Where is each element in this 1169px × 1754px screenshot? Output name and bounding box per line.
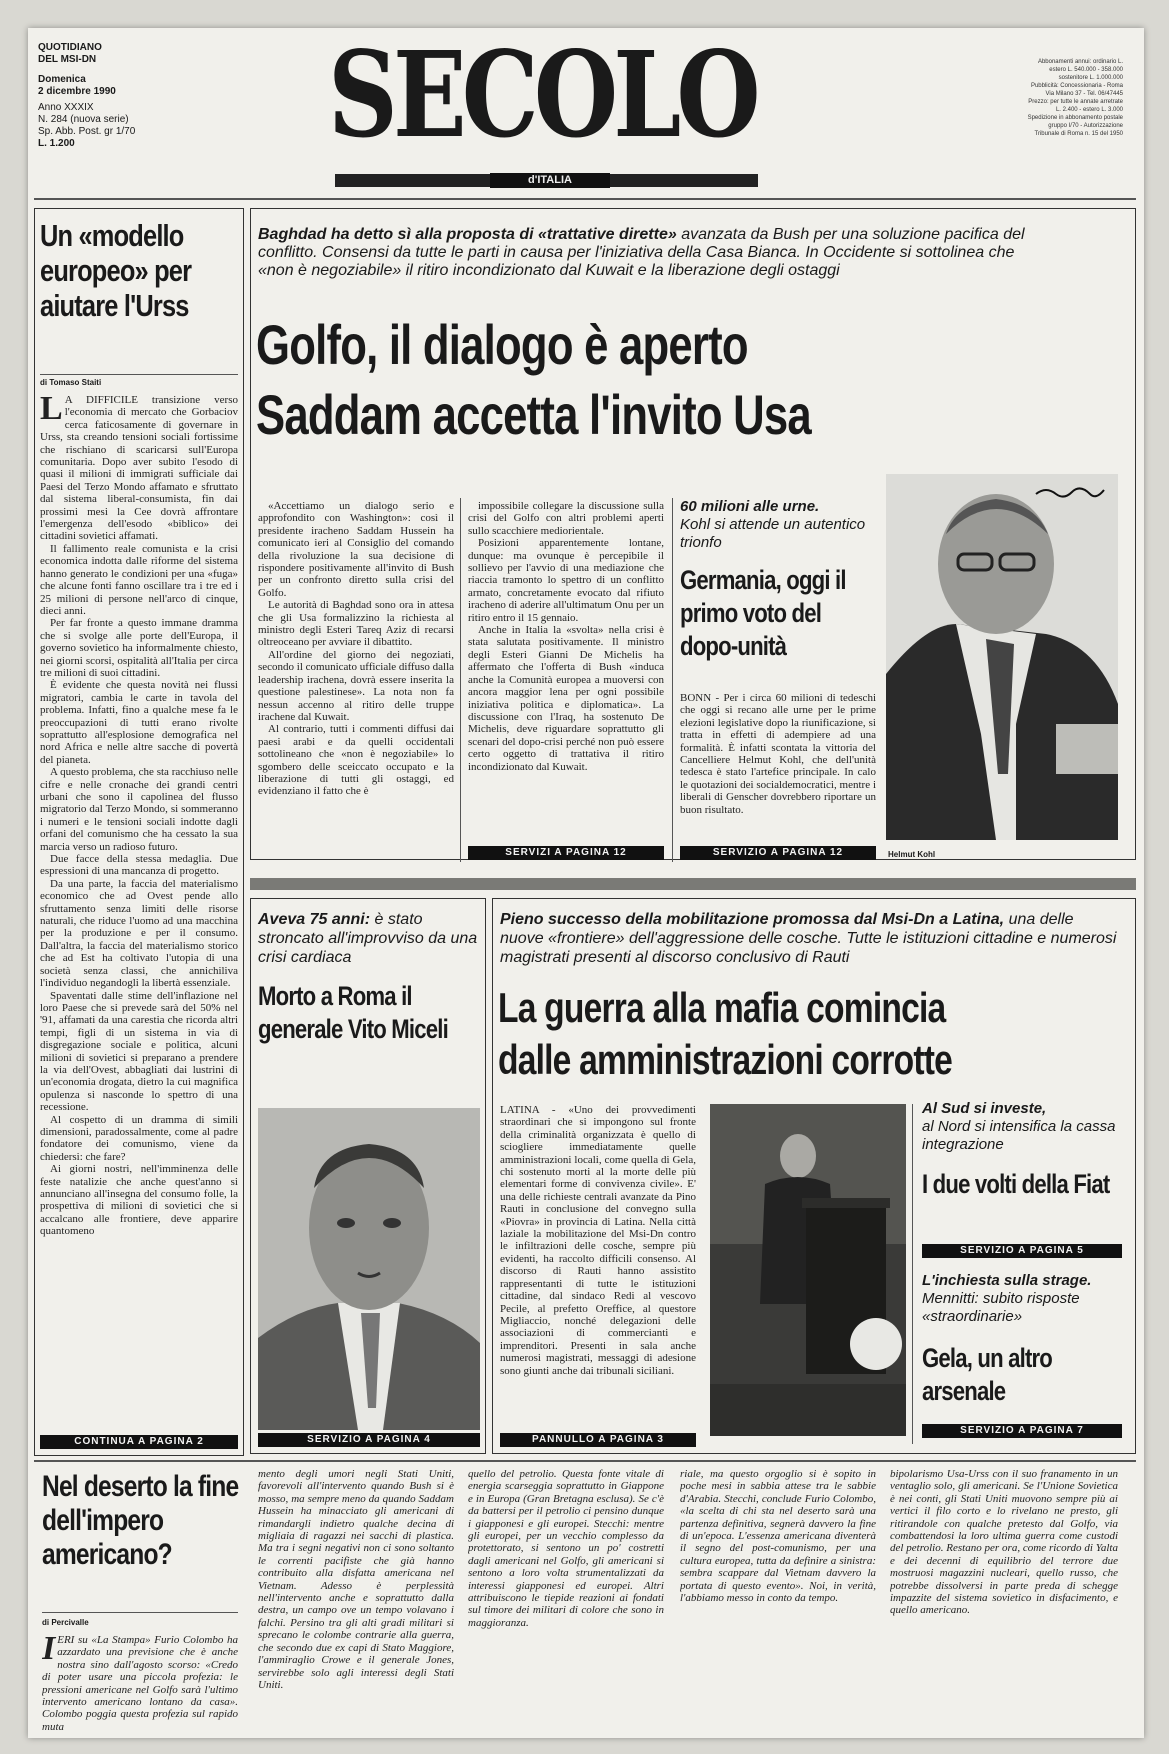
masthead-divider — [34, 198, 1136, 200]
date: 2 dicembre 1990 — [38, 86, 116, 97]
fiat-headline: I due volti della Fiat — [922, 1169, 1110, 1199]
publication-type-1: QUOTIDIANO — [38, 42, 102, 53]
germany-body: BONN - Per i circa 60 milioni di tedeschi che oggi si recano alle urne per le prime elezioni legislative dopo la riunificazione, si tratta in effetti di adempiere ad una formalità. È infatti scontata la vittoria del Cancelliere Helmut Kohl, che dell'unità tedesca è stato l'artefice principale. In calo le quotazioni dei socialdemocratici, mentre i liberali di Genscher dovrebbero riportare un buon risultato. — [680, 692, 876, 816]
germany-services-bar: SERVIZIO A PAGINA 12 — [680, 846, 876, 860]
fiat-services-bar: SERVIZIO A PAGINA 5 — [922, 1244, 1122, 1258]
miceli-headline: Morto a Roma il generale Vito Miceli — [258, 981, 448, 1044]
miceli-services-bar: SERVIZIO A PAGINA 4 — [258, 1433, 480, 1447]
top-kicker: Baghdad ha detto sì alla proposta di «trattative dirette» avanzata da Bush per una soluzione pacifica del conflitto. Consensi da tutte le parti in causa per l'iniziativa della Casa Bianca. In Occidente si sottolinea che «non è negoziabile» il ritiro incondizionato dal Kuwait e la liberazione degli ostaggi — [258, 226, 1025, 279]
mafia-services-bar: PANNULLO A PAGINA 3 — [500, 1433, 696, 1447]
gela-services-bar: SERVIZIO A PAGINA 7 — [922, 1424, 1122, 1438]
masthead-left-info — [38, 42, 158, 150]
price: L. 1.200 — [38, 138, 75, 149]
kohl-photo — [886, 474, 1118, 840]
bottom-byline: di Percivalle — [42, 1618, 89, 1627]
newspaper-page — [28, 28, 1144, 1738]
gela-kicker: L'inchiesta sulla strage. Mennitti: subito risposte «straordinarie» — [922, 1272, 1092, 1325]
bottom-col-3: riale, ma questo orgoglio si è sopito in poche mesi in sabbia attese tra le sabbie d'Arabia. Stecchi, conclude Furio Colombo, «la scelta di chi sta nel deserto sarà una partenza definitiva, segnerà davvero la fine di un'epoca. L'essenza americana diventerà il segno del post-comunismo, per una cultura europea, tutta da definire a sinistra: sembra scappare dal Vietnam davvero la portata di questo evento». Noi, in verità, l'abbiamo messo in conto da tempo. — [680, 1468, 876, 1605]
issue-number: N. 284 (nuova serie) — [38, 114, 129, 125]
bottom-col-4: bipolarismo Usa-Urss con il suo franamento in un ventaglio solo, gli americani. Se l'Unione Sovietica è nei conti, gli Stati Uniti muovono sempre più ai vertici il filo corto e lo rivelano ne presto, gli ritirandole con qualche pretesto dal Golfo, via combattendosi la loro ultima guerra come custodi del petrolio. Restano per ora, come ricordo di Yalta e dei decenni di equilibrio del terrore due mostruosi magazzini nucleari, quello russo, che potrebbe dissolversi in parte preda di schegge impazzite del sistema sovietico in disfacimento, e quello americano. — [890, 1468, 1118, 1617]
left-byline: di Tomaso Staiti — [40, 378, 102, 387]
masthead-bar-right — [610, 174, 758, 187]
gela-headline: Gela, un altro arsenale — [922, 1343, 1053, 1406]
left-headline: Un «modello europeo» per aiutare l'Urss — [40, 218, 192, 323]
top-story-services-bar: SERVIZI A PAGINA 12 — [468, 846, 664, 860]
fiat-kicker: Al Sud si investe, al Nord si intensifica la cassa integrazione — [922, 1100, 1116, 1153]
section-band — [250, 878, 1136, 890]
top-story-col-2: impossibile collegare la discussione sulla crisi del Golfo con altri problemi aperti sullo scacchiere mediorientale. Posizioni apparentemente lontane, dunque: ma ovunque è percepibile il sollievo per l'avvio di una mediazione che riaccia tramonto lo spettro di un conflitto armato, concretamente evocato dal rifiuto iracheno di aderire all'ultimatum Onu per un ritiro entro il 15 gennaio. Anche in Italia la «svolta» nella crisi è stata salutata positivamente. Il ministro degli Esteri Gianni De Michelis ha affermato che l'offerta di Bush «induca anche la Comunità europea a muoversi con ancora maggior lena per ogni possibile iniziativa politica e diplomatica». La discussione con l'Iraq, ha sostenuto De Michelis, deve riguardare soprattutto gli scenari del dopo-crisi perché non può essere certo oggetto di trattativa il ritiro incondizionato dal Kuwait. — [468, 500, 664, 773]
bottom-col-2: quello del petrolio. Questa fonte vitale di energia scarseggia soprattutto in Giappone e in Europa (Gran Bretagna esclusa). Se c'è da battersi per il petrolio ci pensino dunque i giapponesi e gli europei. Stecchi: mentre gli europei, per un vecchio complesso da protettorato, si sentono un po' costretti dagli americani nel Golfo, gli americani si sentono a loro volta strumentalizzati da interessi giapponesi ed europei. Altri attribuiscono le tiepide reazioni ai fondati sul timore dei militari di colore che sono in maggioranza. — [468, 1468, 664, 1629]
top-headline-1: Golfo, il dialogo è aperto — [256, 313, 748, 376]
bottom-intro: I ERI su «La Stampa» Furio Colombo ha azzardato una previsione che è anche nostra sino dall'agosto scorso: «Credo di poter usare una piccola profezia: le pressioni americane nel Golfo sarà l'ultimo intervento americano lontano da casa». Colombo poggia questa profezia sul rapido muta — [42, 1634, 238, 1733]
germany-divider — [672, 498, 673, 862]
top-headline-2: Saddam accetta l'invito Usa — [256, 383, 811, 446]
subscription-info: Abbonamenti annui: ordinario L. estero L. 540.000 - 358.000 sostenitore L. 1.000.000 Pubblicità: Concessionaria - Roma Via Milano 37 - Tel. 06/47445 Prezzo: per tutte le annate arretrate L. 2.400 - estero L. 3.000 Spedizione in abbonamento postale gruppo I/70 - Autorizzazione Tribunale di Roma n. 15 del 1950 — [1027, 59, 1123, 137]
publication-type-2: DEL MSI-DN — [38, 54, 97, 65]
mafia-kicker: Pieno successo della mobilitazione promossa dal Msi-Dn a Latina, una delle nuove «frontiere» dell'aggressione delle cosche. Tutte le istituzioni cittadine e numerosi magistrati presenti al discorso conclusivo di Rauti — [500, 911, 1117, 966]
bottom-byline-rule — [42, 1612, 238, 1613]
left-dropcap: L — [40, 394, 63, 427]
weekday: Domenica — [38, 74, 86, 85]
miceli-portrait-image — [258, 1108, 480, 1430]
masthead-bar-left — [335, 174, 490, 187]
kohl-photo-caption: Helmut Kohl — [888, 850, 936, 859]
masthead-subtitle: d'ITALIA — [490, 173, 610, 188]
germany-kicker: 60 milioni alle urne. Kohl si attende un autentico trionfo — [680, 498, 866, 551]
bottom-headline: Nel deserto la fine dell'impero americano? — [42, 1470, 239, 1571]
fiat-divider — [912, 1104, 913, 1444]
postal-info: Sp. Abb. Post. gr 1/70 — [38, 126, 136, 137]
mafia-body: LATINA - «Uno dei provvedimenti straordinari che si impongono sul fronte della criminalità organizzata è quello di sciogliere immediatamente quelle amministrazioni locali, come quella di Gela, chi sostenuto morti al la morte delle più elementari forme di convivenza civile». E' una delle richieste centrali avanzate da Pino Rauti in conclusione del convegno sulla «Piovra» in provincia di Latina. Nella città laziale la mobilitazione del Msi-Dn contro le infiltrazioni delle cosche, sempre più evidenti, ha raccolto difficili consenso. Al discorso di Rauti hanno assistito rappresentanti di tutte le istituzioni cittadine, dal sindaco Redi al vescovo Pecile, al prefetto Oreffice, al questore Migliaccio, nonché delegazioni delle associazioni di commercianti e imprenditori. Presenti in sala anche numerosi magistrati, messaggi di adesione sono giunti anche dai tribunali siciliani. — [500, 1104, 696, 1377]
mafia-headline-1: La guerra alla mafia comincia — [498, 984, 946, 1031]
left-article-body: L A DIFFICILE transizione verso l'economia di mercato che Gorbaciov cerca faticosamente di governare in Urss, sta creando tensioni sociali fortissime che rischiano di scaricarsi sull'Europa comunitaria. Dopo aver subito l'esodo di quasi il milioni di immigrati sufficiale dai Paesi del Terzo Mondo affamato e sfruttato dal sistema liberal-consumista, fin dai prossimi mesi la Cee dovrà affrontare l'emergenza dell'esodo «biblico» dei cittadini sovietici affamati. Il fallimento reale comunista e la crisi economica indotta dalle riforme del sistema hanno generato le condizioni per una «fuga» che alcune fonti fanno oscillare tra i tre ed i 25 milioni di persone nell'arco di cinque, dieci anni. Per far fronte a questo immane dramma che si svolge alle porte dell'Europa, il governo sovietico ha informalmente chiesto, nei giorni scorsi, ospitalità all'Italia per circa tre milioni di suoi cittadini. È evidente che questa novità nei flussi migratori, cambia le carte in tavola del problema. Infatti, fino a qualche mese fa le preoccupazioni di tutti erano rivolte soprattutto all'esplosione demografica nel nord Africa e nelle altre sacche di povertà del pianeta. A questo problema, che sta racchiuso nelle cifre e nelle cronache dei grandi centri urbani che sono il capolinea del flusso migratorio dal Terzo Mondo, si sommeranno i numeri e le tensioni sociali indotte dagli orfani del comunismo che ha cessato la sua marcia verso un radioso futuro. Due facce della stessa medaglia. Due espressioni di una mancanza di progetto. Da una parte, la faccia del materialismo economico che ad Ovest pende allo sfruttamento senza limiti delle risorse naturali, che riduce l'uomo ad una macchina per la produzione e per il consumo. Dall'altra, la faccia del materialismo storico che ad Est ha coltivato l'utopia di una società senza classi, che annichiliva l'individuo negandogli la libertà essenziale. Spaventati dalle stime dell'inflazione nel loro Paese che si prevede sarà del 50% nel '91, affamati da una carestia che ricorda altri tempi, figli di un sistema in via di disgregazione sociale e politica, alcuni milioni di sovietici si preparano a prendere la via dell'Ovest, abbagliati dai lustrini di un'economia drogata, dietro la cui magnifica opulenza si nasconde lo spettro di una recessione. Al cospetto di un dramma di simili dimensioni, paradossalmente, come al padre fondatore dei comunismo, viene da chiedersi: che fare? Ai giorni nostri, nell'imminenza delle feste natalizie che anche quest'anno si annunciano all'insegna del consumo folle, la prospettiva di milioni di sovietici che si accalcano alle frontiere, deve apparire quantomeno — [40, 394, 238, 1238]
rauti-photo — [710, 1104, 906, 1436]
miceli-photo — [258, 1108, 480, 1430]
rauti-speech-image — [710, 1104, 906, 1436]
bottom-col-1: mento degli umori negli Stati Uniti, favorevoli all'intervento quando Bush si è mosso, ma sempre meno da quando Saddam Hussein ha minacciato gli americani di rimandargli indietro qualche decina di migliaia di ragazzi nei sacchi di plastica. Ma tra i segni negativi non ci sono soltanto le correnti pacifiste che già hanno contribuito alla disfatta americana nel Vietnam. Adesso è perplessità nell'intervento anche e soprattutto dalla destra, un campo ove un tempo volavano i falchi. Persino tra gli alti gradi militari si sprecano le colombe contrarie alla guerra, che secondo due ex capi di Stato Maggiore, l'ammiraglio Crowe e il generale Jones, servirebbe solo agli interessi degli Stati Uniti. — [258, 1468, 454, 1691]
top-story-col-1: «Accettiamo un dialogo serio e approfondito con Washington»: così il presidente iracheno Saddam Hussein ha comunicato ieri al Consiglio del comando della rivoluzione la sua decisione di rispondere positivamente all'invito di Bush per un confronto diretto sulla crisi del Golfo. Le autorità di Baghdad sono ora in attesa che gli Usa formalizzino la richiesta al ministro degli Esteri Tareq Aziz di recarsi oltreoceano per avviare il dibattito. All'ordine del giorno dei negoziati, secondo il comunicato ufficiale diffuso dalla leadership irachena, dovrà essere inserita la questione palestinese». La nota non fa nessun accenno al ritiro delle truppe irachene dal Kuwait. Al contrario, tutti i commenti diffusi dai paesi arabi e da quelli occidentali sottolineano che «non è negoziabile» lo sgombero delle sceiccato occupato e la liberazione di tutti gli ostaggi, ed evidenziano il fatto che è — [258, 500, 454, 798]
left-byline-rule — [40, 374, 238, 375]
bottom-dropcap: I — [42, 1634, 56, 1667]
left-continue-bar: CONTINUA A PAGINA 2 — [40, 1435, 238, 1449]
masthead-title: SECOLO — [328, 28, 756, 164]
kohl-portrait-image — [886, 474, 1118, 840]
year: Anno XXXIX — [38, 102, 94, 113]
germany-headline: Germania, oggi il primo voto del dopo-unità — [680, 565, 846, 661]
miceli-kicker: Aveva 75 anni: è stato stroncato all'improvviso da una crisi cardiaca — [258, 911, 478, 966]
bottom-divider — [34, 1460, 1136, 1462]
mafia-headline-2: dalle amministrazioni corrotte — [498, 1036, 952, 1083]
top-col-divider — [460, 498, 461, 862]
